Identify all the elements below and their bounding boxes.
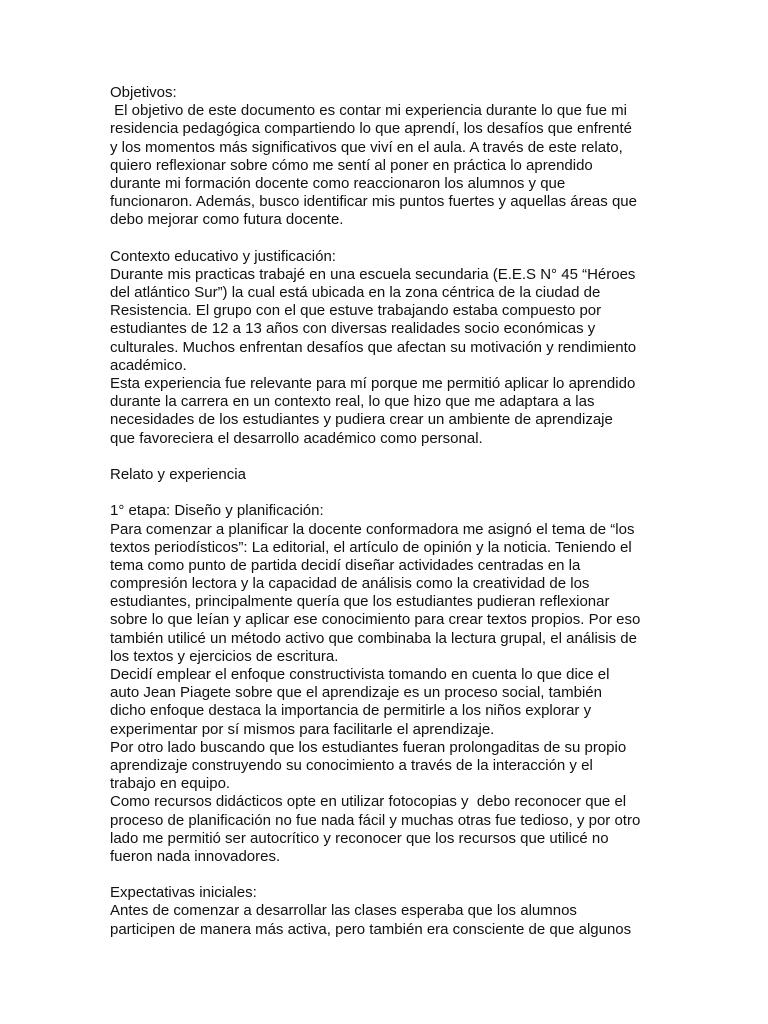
document-page	[110, 84, 670, 939]
paragraph-line: Resistencia. El grupo con el que estuve trabajando estaba compuesto por	[110, 302, 602, 320]
paragraph-line: Para comenzar a planificar la docente conformadora me asignó el tema de “los	[110, 520, 635, 538]
paragraph-line: durante la carrera en un contexto real, lo que hizo que me adaptara a las	[110, 393, 595, 411]
paragraph-line: culturales. Muchos enfrentan desafíos que afectan su motivación y rendimiento	[110, 338, 637, 356]
paragraph-line: estudiantes de 12 a 13 años con diversas realidades socio económicas y	[110, 320, 596, 338]
paragraph-line: El objetivo de este documento es contar mi experiencia durante lo que fue mi	[110, 102, 627, 120]
section-heading-contexto: Contexto educativo y justificación:	[110, 247, 336, 265]
paragraph-line: académico.	[110, 356, 187, 374]
paragraph-line: Por otro lado buscando que los estudiantes fueran prolongaditas de su propio	[110, 738, 627, 756]
paragraph-line: tema como punto de partida decidí diseñar actividades centradas en la	[110, 556, 581, 574]
section-heading-relato: Relato y experiencia	[110, 465, 246, 483]
section-heading-objetivos: Objetivos:	[110, 84, 177, 101]
paragraph-line: quiero reflexionar sobre cómo me sentí al poner en práctica lo aprendido	[110, 156, 593, 174]
paragraph-line: fueron nada innovadores.	[110, 847, 281, 865]
paragraph-line: dicho enfoque destaca la importancia de permitirle a los niños explorar y	[110, 702, 592, 720]
paragraph-line: Decidí emplear el enfoque constructivista tomando en cuenta lo que dice el	[110, 666, 610, 683]
paragraph-line: Antes de comenzar a desarrollar las clases esperaba que los alumnos	[110, 902, 577, 920]
paragraph-line: Esta experiencia fue relevante para mí porque me permitió aplicar lo aprendido	[110, 375, 636, 392]
paragraph-line: textos periodísticos”: La editorial, el artículo de opinión y la noticia. Teniendo el	[110, 538, 632, 556]
paragraph-line: funcionaron. Además, busco identificar mis puntos fuertes y aquellas áreas que	[110, 193, 637, 211]
paragraph-line: debo mejorar como futura docente.	[110, 211, 344, 229]
blank-line	[110, 230, 670, 248]
blank-line	[110, 484, 670, 502]
section-heading-expectativas: Expectativas iniciales:	[110, 884, 257, 902]
paragraph-line: necesidades de los estudiantes y pudiera crear un ambiente de aprendizaje	[110, 411, 613, 429]
paragraph-line: los textos y ejercicios de escritura.	[110, 647, 339, 665]
paragraph-line: trabajo en equipo.	[110, 775, 231, 793]
paragraph-line: Durante mis practicas trabajé en una escuela secundaria (E.E.S N° 45 “Héroes	[110, 265, 636, 283]
blank-line	[110, 866, 670, 884]
paragraph-line: lado me permitió ser autocrítico y reconocer que los recursos que utilicé no	[110, 829, 609, 847]
paragraph-line: aprendizaje construyendo su conocimiento a través de la interacción y el	[110, 756, 593, 774]
paragraph-line: Como recursos didácticos opte en utilizar fotocopias y debo reconocer que el	[110, 793, 627, 811]
section-heading-etapa1: 1° etapa: Diseño y planificación:	[110, 502, 324, 520]
paragraph-line: sobre lo que leían y aplicar ese conocimiento para crear textos propios. Por eso	[110, 611, 641, 629]
paragraph-line: auto Jean Piagete sobre que el aprendizaje es un proceso social, también	[110, 684, 602, 702]
paragraph-line: estudiantes, principalmente quería que los estudiantes pudieran reflexionar	[110, 593, 610, 611]
paragraph-line: compresión lectora y la capacidad de análisis como la creatividad de los	[110, 575, 590, 593]
paragraph-line: que favoreciera el desarrollo académico como personal.	[110, 429, 483, 447]
paragraph-line: también utilicé un método activo que combinaba la lectura grupal, el análisis de	[110, 629, 637, 647]
paragraph-line: residencia pedagógica compartiendo lo que aprendí, los desafíos que enfrenté	[110, 120, 633, 138]
paragraph-line: durante mi formación docente como reaccionaron los alumnos y que	[110, 174, 566, 192]
paragraph-line: proceso de planificación no fue nada fácil y muchas otras fue tedioso, y por otro	[110, 811, 641, 829]
paragraph-line: experimentar por sí mismos para facilitarle el aprendizaje.	[110, 720, 495, 738]
paragraph-line: del atlántico Sur”) la cual está ubicada en la zona céntrica de la ciudad de	[110, 284, 601, 302]
paragraph-line: y los momentos más significativos que viví en el aula. A través de este relato,	[110, 138, 623, 156]
blank-line	[110, 448, 670, 466]
paragraph-line: participen de manera más activa, pero también era consciente de que algunos	[110, 920, 632, 938]
